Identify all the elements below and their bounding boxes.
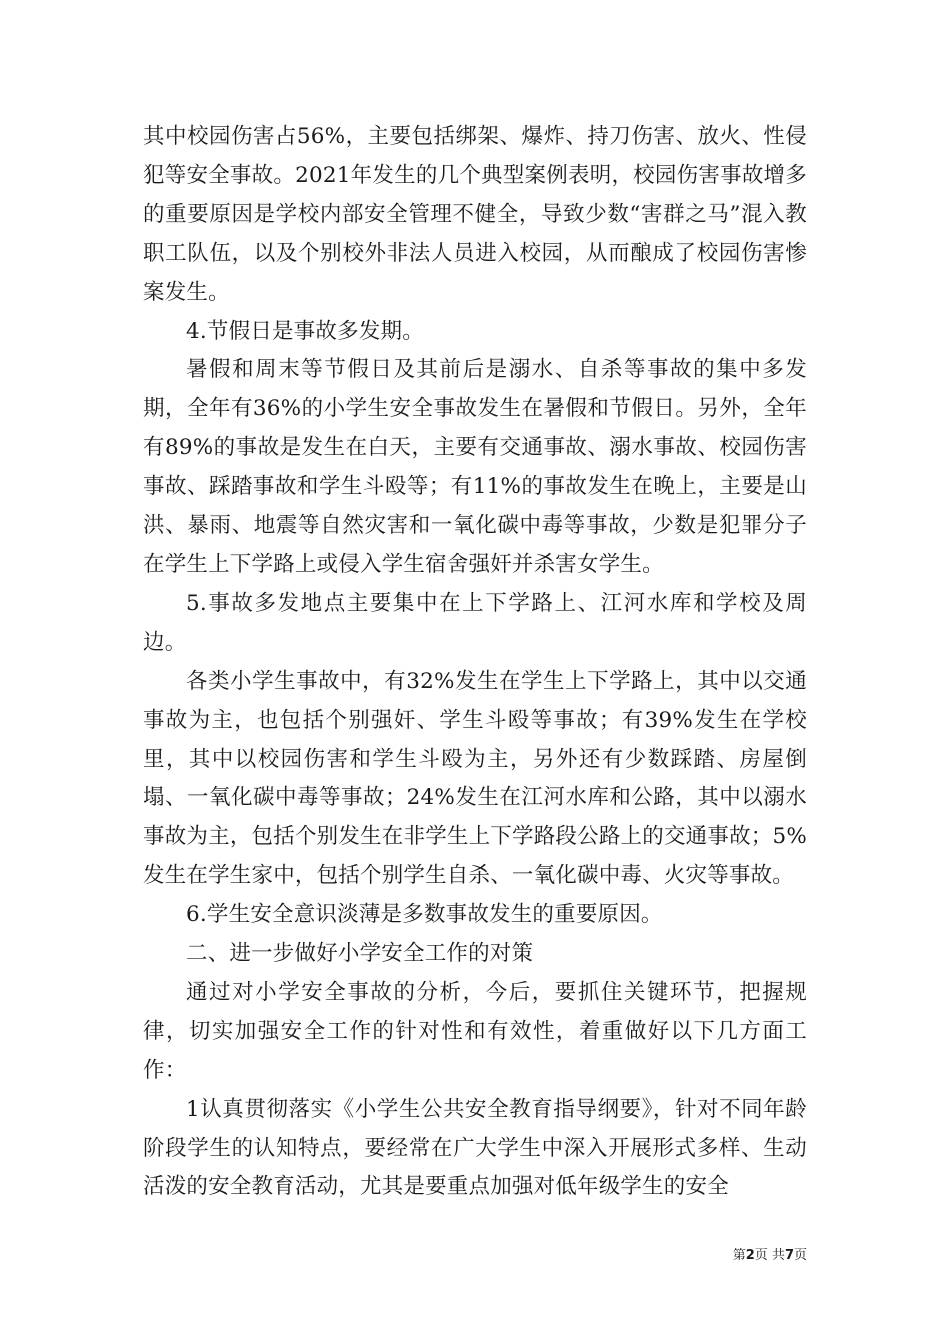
- footer-prefix: 第: [732, 1248, 746, 1263]
- total-pages-number: 7: [784, 1248, 794, 1263]
- section-heading-awareness: 6.学生安全意识淡薄是多数事故发生的重要原因。: [186, 902, 663, 928]
- current-page-number: 2: [745, 1248, 755, 1263]
- body-paragraph-continuation: 其中校园伤害占56%，主要包括绑架、爆炸、持刀伤害、放火、性侵犯等安全事故。2021年发生的几个典型案例表明，校园伤害事故增多的重要原因是学校内部安全管理不健全，导致少数“害群之马”混入教职工队伍，以及个别校外非法人员进入校园，从而酿成了校园伤害惨案发生。: [143, 124, 807, 305]
- body-paragraph-holidays: 暑假和周末等节假日及其前后是溺水、自杀等事故的集中多发期，全年有36%的小学生安全事故发生在暑假和节假日。另外，全年有89%的事故是发生在白天，主要有交通事故、溺水事故、校园伤害事故、踩踏事故和学生斗殴等；有11%的事故发生在晚上，主要是山洪、暴雨、地震等自然灾害和一氧化碳中毒等事故，少数是犯罪分子在学生上下学路上或侵入学生宿舍强奸并杀害女学生。: [143, 357, 807, 577]
- document-body: [143, 118, 807, 1207]
- chapter-heading-countermeasures: 二、进一步做好小学安全工作的对策: [186, 941, 534, 967]
- body-paragraph-locations: 各类小学生事故中，有32%发生在学生上下学路上，其中以交通事故为主，也包括个别强奸、学生斗殴等事故；有39%发生在学校里，其中以校园伤害和学生斗殴为主，另外还有少数踩踏、房屋倒塌、一氧化碳中毒等事故；24%发生在江河水库和公路，其中以溺水事故为主，包括个别发生在非学生上下学路段公路上的交通事故；5%发生在学生家中，包括个别学生自杀、一氧化碳中毒、火灾等事故。: [143, 668, 807, 889]
- body-paragraph-countermeasures: 通过对小学安全事故的分析，今后，要抓住关键环节，把握规律，切实加强安全工作的针对性和有效性，着重做好以下几方面工作：: [143, 979, 807, 1083]
- section-heading-locations: 5.事故多发地点主要集中在上下学路上、江河水库和学校及周边。: [143, 590, 807, 655]
- body-paragraph-item-1: 1认真贯彻落实《小学生公共安全教育指导纲要》，针对不同年龄阶段学生的认知特点，要经常在广大学生中深入开展形式多样、生动活泼的安全教育活动，尤其是要重点加强对低年级学生的安全: [143, 1096, 807, 1200]
- page-number-footer: [733, 1247, 807, 1265]
- footer-suffix: 页: [793, 1248, 807, 1263]
- footer-middle: 页 共: [754, 1248, 785, 1263]
- section-heading-holidays: 4.节假日是事故多发期。: [186, 318, 424, 344]
